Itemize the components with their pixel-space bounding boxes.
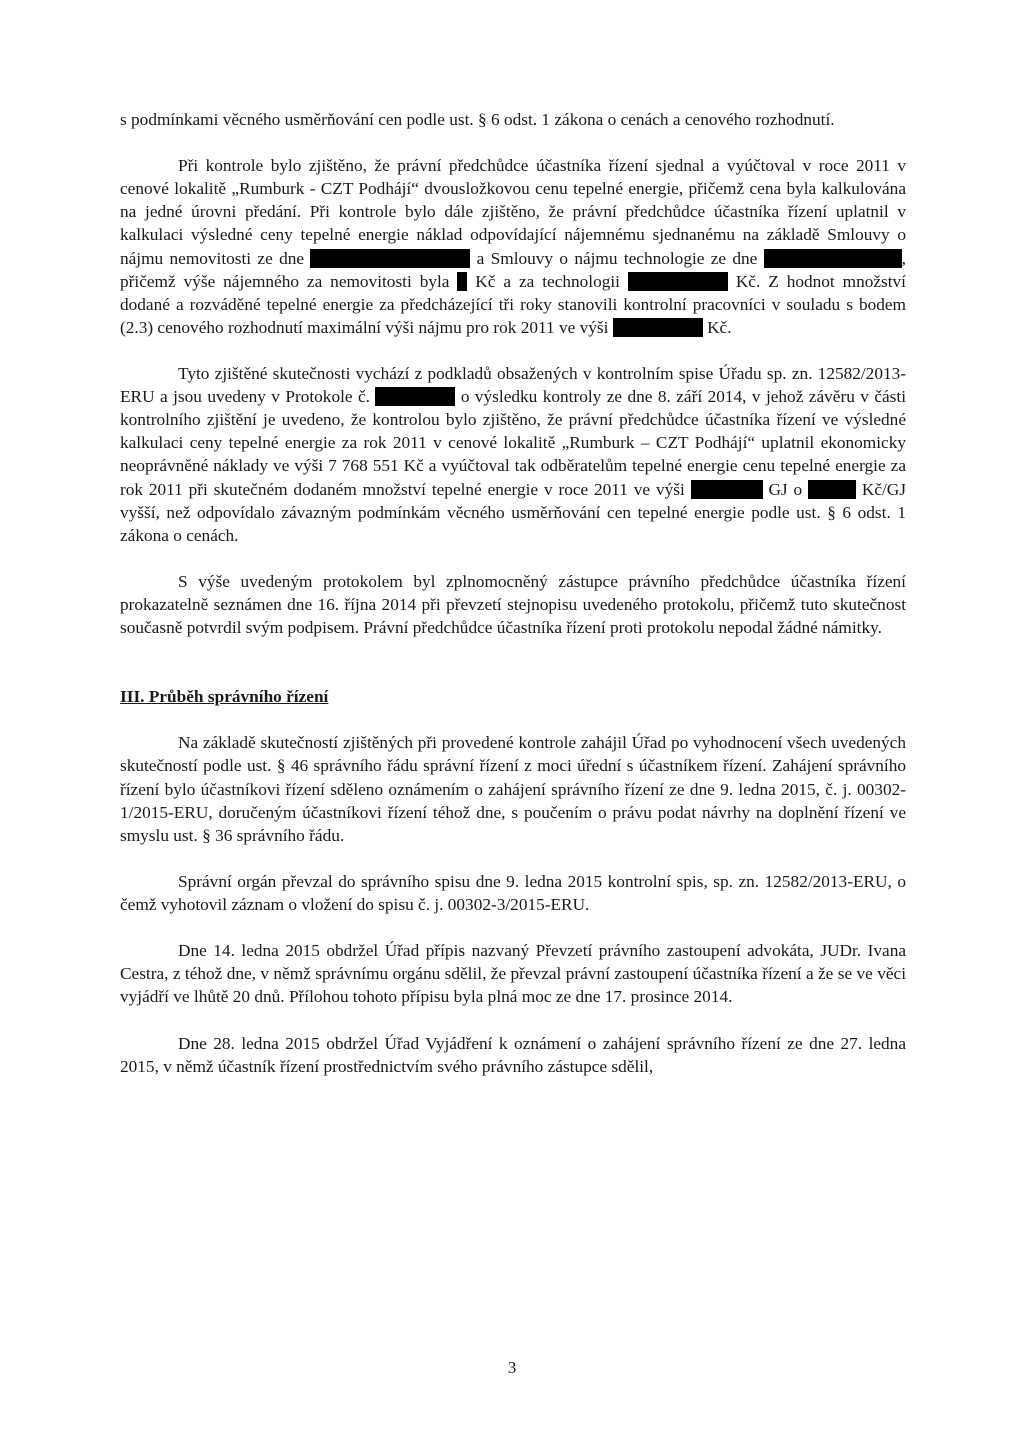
paragraph-protocol-acknowledged: S výše uvedeným protokolem byl zplnomocněný zástupce právního předchůdce účastníka řízení prokazatelně seznámen dne 16. října 2014 při převzetí stejnopisu uvedeného protokolu, přičemž tuto skutečnost současně potvrdil svým podpisem. Právní předchůdce účastníka řízení proti protokolu nepodal žádné námitky. [120, 571, 906, 638]
text-segment: Tyto zjištěné skutečnosti vychází z podkladů obsažených v kontrolním spise Úřadu sp. zn. 12582/2013-ERU a jsou uvedeny v Protokole č. [120, 364, 906, 407]
text-segment: o výsledku kontroly ze dne 8. září 2014, v jehož závěru v části kontrolního zjištění je uvedeno, že kontrolou bylo zjištěno, že právní předchůdce účastníka řízení ve výsledné kalkulaci ceny tepelné energie za rok 2011 v cenové lokalitě „Rumburk – CZT Podhájí“ uplatnil ekonomicky neoprávněné náklady ve výši 7 768 551 Kč a vyúčtoval tak odběratelům tepelné energie cenu tepelné energie za rok 2011 při skutečném dodaném množství tepelné energie v roce 2011 ve výši [120, 387, 906, 499]
text-segment: Kč. [702, 317, 732, 337]
text-segment: GJ o [762, 479, 808, 499]
redaction-block [764, 249, 874, 268]
document-body [120, 108, 906, 1101]
text-segment: Při kontrole bylo zjištěno, že právní předchůdce účastníka řízení sjednal a vyúčtoval v roce 2011 v cenové lokalitě „Rumburk - CZT Podhájí“ dvousložkovou cenu tepelné energie, přičemž cena byla kalkulována na jedné úrovni předání. Při kontrole bylo dále zjištěno, že právní předchůdce účastníka řízení uplatnil v kalkulaci výsledné ceny tepelné energie náklad odpovídající nájemnému sjednanému na základě Smlouvy o nájmu nemovitosti ze dne [120, 156, 906, 268]
redaction-block [628, 272, 728, 291]
text-segment: Kč a za technologii [467, 271, 628, 291]
section-heading: III. Průběh správního řízení [120, 687, 329, 707]
paragraph-legal-representation: Dne 14. ledna 2015 obdržel Úřad přípis nazvaný Převzetí právního zastoupení advokáta, JUDr. Ivana Cestra, z téhož dne, v němž správnímu orgánu sdělil, že převzal právní zastoupení účastníka řízení a že se ve věci vyjádří ve lhůtě 20 dnů. Přílohou tohoto přípisu byla plná moc ze dne 17. prosince 2014. [120, 941, 906, 1007]
paragraph-intro: s podmínkami věcného usměrňování cen podle ust. § 6 odst. 1 zákona o cenách a cenového rozhodnutí. [120, 110, 835, 129]
redaction-block [691, 480, 763, 499]
redaction-block [874, 249, 902, 268]
redaction-block [375, 387, 455, 406]
redaction-block [613, 318, 703, 337]
text-segment: Kč. Z hodnot množství dodané a rozváděné tepelné energie za předcházející tři roky stanovili kontrolní pracovníci v souladu s bodem (2.3) cenového rozhodnutí maximální výši nájmu pro rok 2011 ve výši [120, 271, 906, 337]
redaction-block [808, 480, 856, 499]
text-segment: a Smlouvy o nájmu technologie ze dne [470, 248, 764, 268]
text-segment: , přičemž výše nájemného za nemovitosti byla [120, 248, 906, 291]
paragraph-statement: Dne 28. ledna 2015 obdržel Úřad Vyjádření k oznámení o zahájení správního řízení ze dne 27. ledna 2015, v němž účastník řízení prostřednictvím svého právního zástupce sdělil, [120, 1033, 906, 1076]
text-segment: Kč/GJ vyšší, než odpovídalo závazným podmínkám věcného usměrňování cen tepelné energie podle ust. § 6 odst. 1 zákona o cenách. [120, 479, 907, 545]
paragraph-proceedings-start: Na základě skutečností zjištěných při provedené kontrole zahájil Úřad po vyhodnocení všech uvedených skutečností podle ust. § 46 správního řádu správní řízení z moci úřední s účastníkem řízení. Zahájení správního řízení bylo účastníkovi řízení sděleno oznámením o zahájení správního řízení ze dne 9. ledna 2015, č. j. 00302-1/2015-ERU, doručeným účastníkovi řízení téhož dne, s poučením o právu podat návrhy na doplnění řízení ve smyslu ust. § 36 správního řádu. [120, 733, 906, 845]
paragraph-protocol [120, 362, 906, 547]
paragraph-control-findings [120, 154, 906, 339]
page-number: 3 [507, 1358, 517, 1377]
redaction-block [310, 249, 470, 268]
redaction-block [457, 272, 467, 291]
paragraph-file-transfer: Správní orgán převzal do správního spisu dne 9. ledna 2015 kontrolní spis, sp. zn. 12582/2013-ERU, o čemž vyhotovil záznam o vložení do spisu č. j. 00302-3/2015-ERU. [120, 871, 906, 914]
